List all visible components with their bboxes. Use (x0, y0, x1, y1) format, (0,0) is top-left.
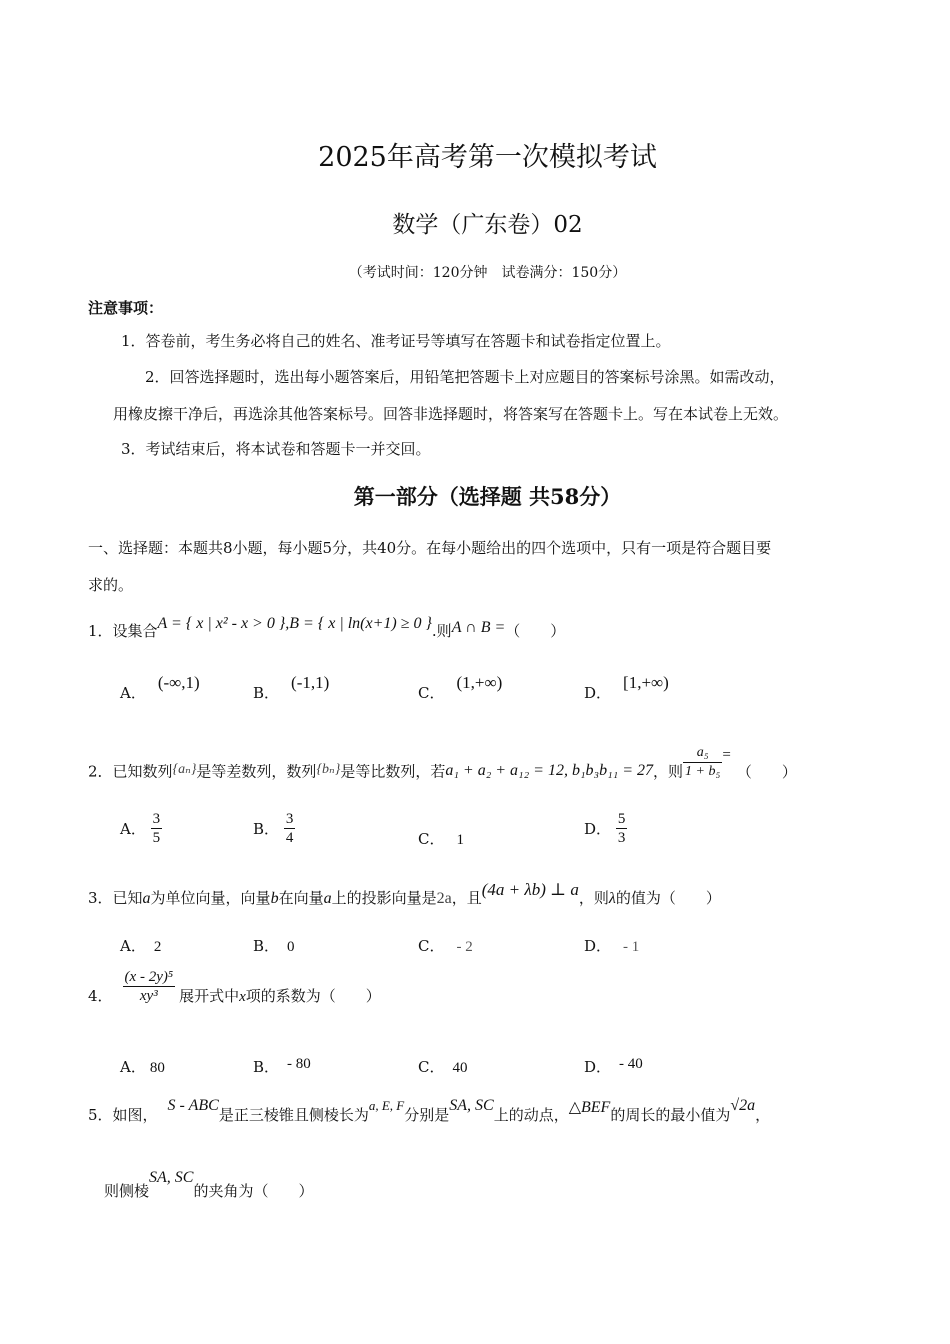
q1-set-b: B = { x | ln(x+1) ≥ 0 } (289, 615, 432, 632)
question-2: 2．已知数列{aₙ}是等差数列，数列{bₙ}是等比数列，若a₁ + a₂ + a₁₂ = 12, b₁b₃b₁₁ = 27，则 $\frac{\text{a₅}}{\text{1 + b₅}}$ =（ ） (88, 745, 797, 781)
notice-heading: 注意事项： (88, 299, 164, 317)
question-5-cont: 则侧棱SA, SC的夹角为（ ） (104, 1169, 314, 1200)
q2-option-d[interactable]: D． $\frac{5}{3}$ (584, 811, 626, 846)
q1-option-b[interactable]: B．(-1,1) (253, 673, 330, 702)
q2-condition: a₁ + a₂ + a₁₂ = 12, b₁b₃b₁₁ = 27 (445, 761, 654, 779)
notice-item-3: 3．考试结束后，将本试卷和答题卡一并交回。 (121, 440, 431, 458)
part1-intro-a: 一、选择题：本题共8小题，每小题5分，共40分。在每小题给出的四个选项中，只有一项是符合题目要 (88, 539, 772, 557)
q1-option-a[interactable]: A．(-∞,1) (120, 673, 200, 702)
q2-option-a[interactable]: A． $\frac{3}{5}$ (120, 811, 161, 846)
q4-fraction: $\frac{\text{(x - 2y)⁵}}{\text{xy³}}$ (124, 969, 174, 1004)
question-4: 4． $\frac{\text{(x - 2y)⁵}}{\text{xy³}}$ 展开式中x项的系数为（ ） (88, 969, 381, 1005)
q3-option-d[interactable]: D． - 1 (584, 937, 640, 955)
q4-option-b[interactable]: B． - 80 (253, 1056, 311, 1076)
q1-sep: , (285, 615, 290, 632)
q3-option-b[interactable]: B． 0 (253, 937, 295, 955)
part1-heading: 第一部分（选择题 共58分） (353, 484, 622, 509)
q1-option-d[interactable]: D．[1,+∞) (584, 673, 669, 702)
q2-fraction: $\frac{\text{a₅}}{\text{1 + b₅}}$ (685, 745, 721, 779)
q2-option-c[interactable]: C． 1 (418, 830, 464, 848)
exam-info: （考试时间：120分钟 试卷满分：150分） (348, 265, 627, 281)
question-5: 5．如图，S - ABC是正三棱锥且侧棱长为a, E, F分别是SA, SC上的动点，△BEF的周长的最小值为√2a， (88, 1097, 771, 1124)
q1-option-c[interactable]: C．(1,+∞) (418, 673, 503, 702)
notice-item-2a: 2．回答选择题时，选出每小题答案后，用铅笔把答题卡上对应题目的答案标号涂黑。如需改动， (145, 368, 785, 386)
q1-mid: .则 (431, 622, 452, 640)
q1-set-a: A = { x | x² - x > 0 } (157, 615, 286, 632)
q1-pre: 1．设集合 (88, 622, 158, 640)
q3-option-c[interactable]: C． - 2 (418, 937, 473, 955)
q4-option-c[interactable]: C． 40 (418, 1058, 468, 1076)
q3-condition: (4a + λb) ⊥ a (481, 880, 579, 899)
exam-subtitle: 数学（广东卷）02 (392, 212, 583, 238)
question-1 (88, 615, 566, 641)
q4-option-d[interactable]: D． - 40 (584, 1056, 643, 1076)
exam-title: 2025年高考第一次模拟考试 (318, 142, 657, 173)
q2-option-b[interactable]: B． $\frac{3}{4}$ (253, 811, 294, 846)
q1-paren: （ ） (505, 622, 566, 640)
notice-item-2b: 用橡皮擦干净后，再选涂其他答案标号。回答非选择题时，将答案写在答题卡上。写在本试卷上无效。 (113, 405, 789, 423)
q2-bn: {bₙ} (316, 761, 341, 777)
q2-an: {aₙ} (172, 761, 197, 777)
part1-intro-b: 求的。 (88, 576, 134, 594)
notice-item-1: 1．答卷前，考生务必将自己的姓名、准考证号等填写在答题卡和试卷指定位置上。 (121, 332, 671, 350)
q4-option-a[interactable]: A． 80 (120, 1058, 165, 1076)
q3-option-a[interactable]: A． 2 (120, 937, 162, 955)
q1-expr: A ∩ B = (451, 619, 506, 636)
question-3: 3．已知a为单位向量，向量b在向量a上的投影向量是2a，且(4a + λb) ⊥ a，则λ的值为（ ） (88, 880, 721, 907)
